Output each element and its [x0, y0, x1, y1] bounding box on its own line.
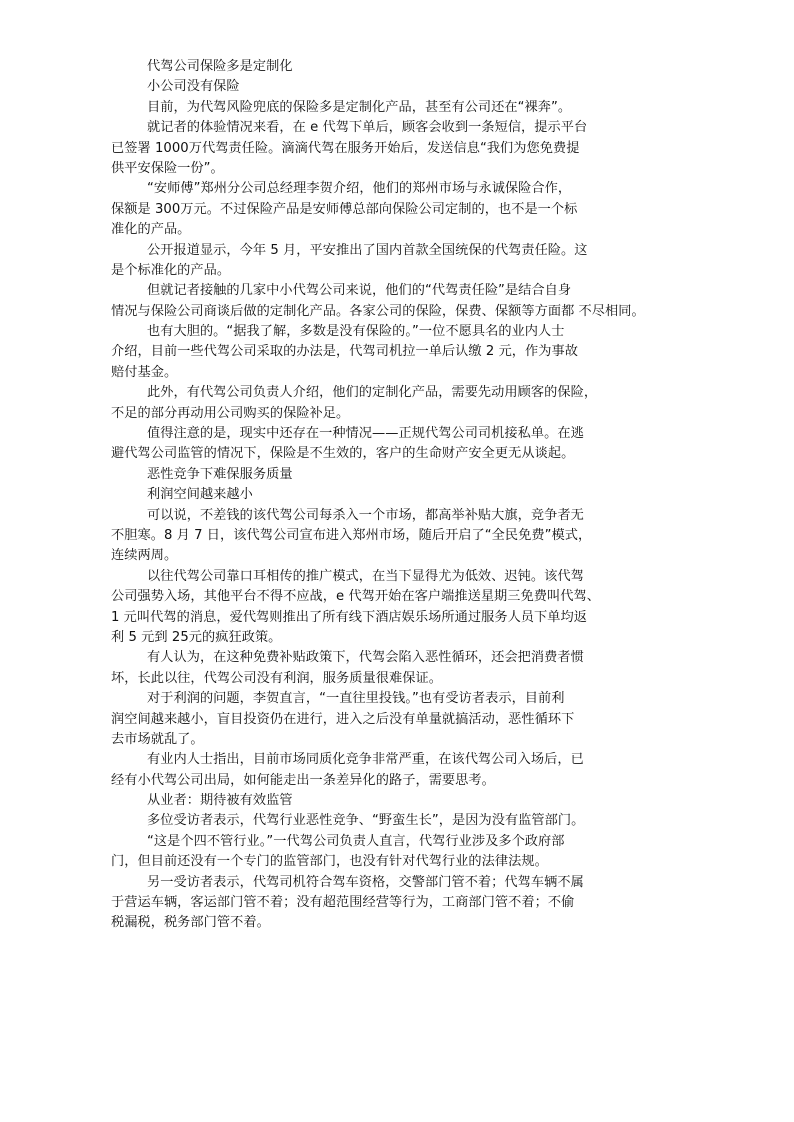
paragraph-line: 门，但目前还没有一个专门的监管部门，也没有针对代驾行业的法律法规。 [111, 854, 548, 870]
paragraph-line: 坏，长此以往，代驾公司没有利润，服务质量很难保证。 [111, 670, 442, 686]
section-heading: 恶性竞争下难保服务质量 [147, 466, 293, 482]
paragraph-line: 公司强势入场，其他平台不得不应战，e 代驾开始在客户端推送星期三免费叫代驾、 [111, 589, 600, 605]
paragraph-line: 有人认为，在这种免费补贴政策下，代驾会陷入恶性循环，还会把消费者惯 [147, 650, 584, 666]
paragraph-line: 连续两周。 [111, 548, 178, 564]
paragraph-line: 公开报道显示，今年 5 月，平安推出了国内首款全国统保的代驾责任险。这 [147, 242, 588, 258]
paragraph-line: 多位受访者表示，代驾行业恶性竞争、“野蛮生长”，是因为没有监管部门。 [147, 813, 585, 829]
paragraph-line: 于营运车辆，客运部门管不着；没有超范围经营等行为，工商部门管不着；不偷 [111, 895, 575, 911]
paragraph-line: 不足的部分再动用公司购买的保险补足。 [111, 405, 350, 421]
paragraph-line: 是个标准化的产品。 [111, 262, 231, 278]
paragraph-line: 准化的产品。 [111, 222, 191, 238]
paragraph-line: 保额是 300万元。不过保险产品是安师傅总部向保险公司定制的，也不是一个标 [111, 201, 578, 217]
paragraph-line: 税漏税，税务部门管不着。 [111, 915, 270, 931]
paragraph-line: 利 5 元到 25元的疯狂政策。 [111, 629, 282, 645]
paragraph-line: 供平安保险一份”。 [111, 160, 224, 176]
paragraph-line: 经有小代驾公司出局，如何能走出一条差异化的路子，需要思考。 [111, 772, 495, 788]
paragraph-line: 1 元叫代驾的消息，爱代驾则推出了所有线下酒店娱乐场所通过服务人员下单均返 [111, 609, 587, 625]
paragraph-line: 也有大胆的。“据我了解，多数是没有保险的。”一位不愿具名的业内人士 [147, 324, 565, 340]
section-subheading: 小公司没有保险 [147, 79, 240, 95]
paragraph-line: 就记者的体验情况来看，在 e 代驾下单后，顾客会收到一条短信，提示平台 [147, 120, 588, 136]
section-heading: 从业者：期待被有效监管 [147, 793, 293, 809]
paragraph-line: “安师傅”郑州分公司总经理李贺介绍，他们的郑州市场与永诚保险合作， [147, 181, 572, 197]
paragraph-line: 介绍，目前一些代驾公司采取的办法是，代驾司机拉一单后认缴 2 元，作为事故 [111, 344, 578, 360]
paragraph-line: 润空间越来越小，盲目投资仍在进行，进入之后没有单量就搞活动，恶性循环下 [111, 711, 575, 727]
paragraph-line: 赔付基金。 [111, 364, 178, 380]
paragraph-line: “这是个四不管行业。”一代驾公司负责人直言，代驾行业涉及多个政府部 [147, 833, 565, 849]
paragraph-line: 另一受访者表示，代驾司机符合驾车资格，交警部门管不着；代驾车辆不属 [147, 874, 584, 890]
paragraph-line: 可以说，不差钱的该代驾公司每杀入一个市场，都高举补贴大旗，竞争者无 [147, 507, 584, 523]
paragraph-line: 不胆寒。8 月 7 日，该代驾公司宣布进入郑州市场，随后开启了“全民免费”模式， [111, 527, 592, 543]
section-subheading: 利润空间越来越小 [147, 487, 253, 503]
article-body [111, 57, 691, 934]
paragraph-line: 目前，为代驾风险兜底的保险多是定制化产品，甚至有公司还在“裸奔”。 [147, 99, 572, 115]
section-heading: 代驾公司保险多是定制化 [147, 59, 293, 74]
paragraph-line: 对于利润的问题，李贺直言，“一直往里投钱。”也有受访者表示，目前利 [147, 691, 565, 707]
paragraph-line: 去市场就乱了。 [111, 731, 204, 747]
paragraph-line: 有业内人士指出，目前市场同质化竞争非常严重，在该代驾公司入场后，已 [147, 752, 584, 768]
paragraph-line: 情况与保险公司商谈后做的定制化产品。各家公司的保险，保费、保额等方面都 不尽相同。 [111, 303, 645, 319]
paragraph-line: 以往代驾公司靠口耳相传的推广模式，在当下显得尤为低效、迟钝。该代驾 [147, 568, 584, 584]
paragraph-line: 已签署 1000万代驾责任险。滴滴代驾在服务开始后，发送信息“我们为您免费提 [111, 140, 580, 156]
paragraph-line: 避代驾公司监管的情况下，保险是不生效的，客户的生命财产安全更无从谈起。 [111, 446, 575, 462]
paragraph-line: 此外，有代驾公司负责人介绍，他们的定制化产品，需要先动用顾客的保险， [147, 385, 598, 401]
paragraph-line: 但就记者接触的几家中小代驾公司来说，他们的“代驾责任险”是结合自身 [147, 283, 572, 299]
paragraph-line: 值得注意的是，现实中还存在一种情况——正规代驾公司司机接私单。在逃 [147, 426, 584, 442]
